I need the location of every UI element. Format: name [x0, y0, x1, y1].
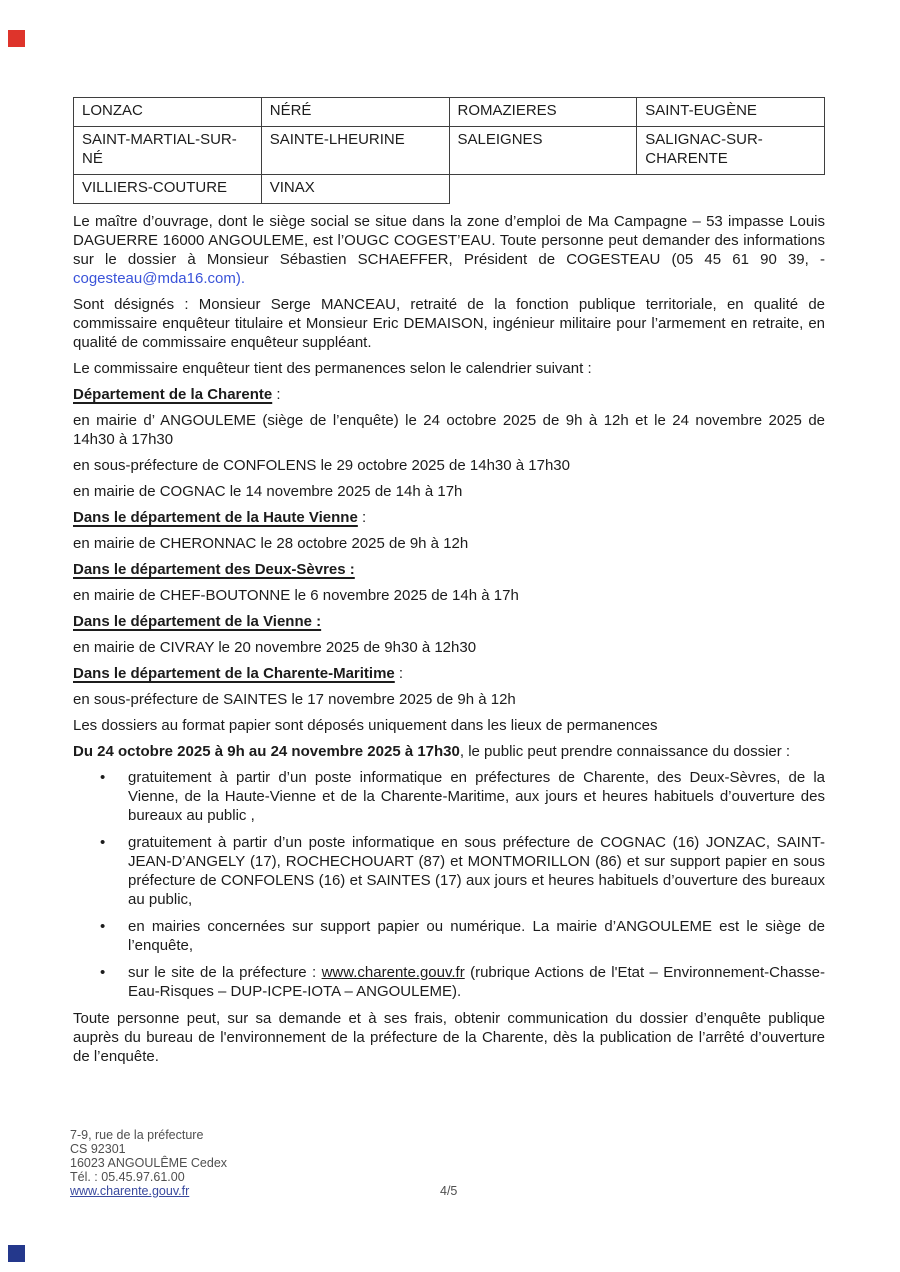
- table-cell: VINAX: [261, 175, 449, 204]
- permanence-entry: en mairie de CHERONNAC le 28 octobre 2025 de 9h à 12h: [73, 535, 469, 552]
- footer-address-line: 16023 ANGOULÊME Cedex: [70, 1156, 228, 1170]
- table-cell: SALIGNAC-SUR-CHARENTE: [637, 127, 825, 175]
- bullet-icon: •: [100, 834, 106, 851]
- heading-text: Dans le département de la Haute Vienne: [73, 509, 358, 526]
- table-row: [74, 98, 825, 127]
- bullet-text: [128, 963, 825, 1001]
- table-cell: VILLIERS-COUTURE: [74, 175, 262, 204]
- consultation-dates: Du 24 octobre 2025 à 9h au 24 novembre 2025 à 17h30: [73, 743, 460, 760]
- table-row: [74, 175, 825, 204]
- document-body: [73, 97, 825, 1073]
- bullet-item: [100, 768, 825, 825]
- heading-departement-charente: [73, 385, 825, 404]
- permanence-entry: en sous-préfecture de SAINTES le 17 novembre 2025 de 9h à 12h: [73, 691, 516, 708]
- prefecture-site-post: (rubrique Actions de l'Etat – Environnement-Chasse-Eau-Risques – DUP-ICPE-IOTA – ANGOULEME).: [128, 964, 826, 1000]
- prefecture-site-link[interactable]: www.charente.gouv.fr: [321, 964, 465, 981]
- consultation-rest: , le public peut prendre connaissance du dossier :: [459, 743, 791, 760]
- bullet-item: [100, 833, 825, 909]
- page-footer: [70, 1128, 830, 1198]
- table-cell: SAINT-MARTIAL-SUR-NÉ: [74, 127, 262, 175]
- table-cell: SALEIGNES: [449, 127, 637, 175]
- bullet-item: [100, 963, 825, 1001]
- heading-text: Dans le département des Deux-Sèvres :: [73, 561, 355, 578]
- footer-address-line: 7-9, rue de la préfecture: [70, 1128, 204, 1142]
- footer-address-line: CS 92301: [70, 1142, 126, 1156]
- permanence-entry: en mairie d’ ANGOULEME (siège de l’enquête) le 24 octobre 2025 de 9h à 12h et le 24 novembre 2025 de 14h30 à 17h30: [73, 412, 825, 448]
- permanence-entry: en mairie de CHEF-BOUTONNE le 6 novembre 2025 de 14h à 17h: [73, 587, 519, 604]
- table-cell: SAINT-EUGÈNE: [637, 98, 825, 127]
- red-corner-marker: [8, 30, 25, 47]
- maitre-ouvrage-text: Le maître d’ouvrage, dont le siège social se situe dans la zone d’emploi de Ma Campagne – 53 impasse Louis DAGUERRE 16000 ANGOULEME, est l’OUGC COGEST’EAU. Toute personne peut demander des informations sur le dossier à Monsieur Sébastien SCHAEFFER, Président de COGESTEAU (05 45 61 90 39, -: [73, 213, 825, 268]
- heading-colon: :: [272, 386, 281, 403]
- heading-haute-vienne: [73, 508, 825, 527]
- table-cell-empty: [449, 175, 637, 204]
- bullet-item: [100, 917, 825, 955]
- communes-table: [73, 97, 825, 204]
- blue-corner-marker: [8, 1245, 25, 1262]
- paragraph-consultation: [73, 742, 825, 761]
- permanence-entry: en mairie de CIVRAY le 20 novembre 2025 de 9h30 à 12h30: [73, 639, 477, 656]
- heading-text: Département de la Charente: [73, 386, 273, 403]
- table-cell-empty: [637, 175, 825, 204]
- heading-charente-maritime: [73, 664, 825, 683]
- page-number: 4/5: [440, 1184, 458, 1198]
- table-row: [74, 127, 825, 175]
- permanence-entry: en sous-préfecture de CONFOLENS le 29 octobre 2025 de 14h30 à 17h30: [73, 457, 570, 474]
- heading-colon: :: [357, 509, 367, 526]
- permanence-entry: en mairie de COGNAC le 14 novembre 2025 de 14h à 17h: [73, 483, 463, 500]
- table-cell: ROMAZIERES: [449, 98, 637, 127]
- bullet-icon: •: [100, 964, 106, 981]
- heading-deux-sevres: [73, 560, 825, 579]
- table-cell: NÉRÉ: [261, 98, 449, 127]
- heading-text: Dans le département de la Vienne :: [73, 613, 322, 630]
- paragraph-closing: Toute personne peut, sur sa demande et à ses frais, obtenir communication du dossier d’enquête publique auprès du bureau de l'environnement de la préfecture de la Charente, dès la publication de l’arrêté d’ouverture de l’enquête.: [73, 1010, 825, 1065]
- paragraph-maitre-ouvrage: [73, 212, 825, 288]
- bullet-text: gratuitement à partir d’un poste informatique en sous préfecture de COGNAC (16) JONZAC, SAINT-JEAN-D’ANGELY (17), ROCHECHOUART (87) et MONTMORILLON (86) et sur support papier en sous préfecture de CONFOLENS (16) et SAINTES (17) aux jours et heures habituels d’ouverture des bureaux au public,: [128, 834, 825, 908]
- footer-website-link[interactable]: www.charente.gouv.fr: [70, 1184, 190, 1198]
- table-cell: LONZAC: [74, 98, 262, 127]
- bullet-text: gratuitement à partir d’un poste informatique en préfectures de Charente, des Deux-Sèvres, de la Vienne, de la Haute-Vienne et de la Charente-Maritime, aux jours et heures habituels d’ouverture des bureaux au public ,: [128, 769, 825, 824]
- bullet-icon: •: [100, 918, 106, 935]
- table-cell: SAINTE-LHEURINE: [261, 127, 449, 175]
- heading-colon: :: [394, 665, 404, 682]
- bullet-text: en mairies concernées sur support papier ou numérique. La mairie d’ANGOULEME est le siège de l’enquête,: [128, 918, 825, 954]
- paragraph-designes: Sont désignés : Monsieur Serge MANCEAU, retraité de la fonction publique territoriale, en qualité de commissaire enquêteur titulaire et Monsieur Eric DEMAISON, ingénieur militaire pour l’armement en retraite, en qualité de commissaire enquêteur suppléant.: [73, 296, 825, 351]
- footer-phone: Tél. : 05.45.97.61.00: [70, 1170, 185, 1184]
- heading-text: Dans le département de la Charente-Maritime: [73, 665, 395, 682]
- consultation-bullet-list: [73, 768, 825, 1001]
- prefecture-site-pre: sur le site de la préfecture :: [128, 964, 322, 981]
- paragraph-dossiers-note: Les dossiers au format papier sont déposés uniquement dans les lieux de permanences: [73, 717, 658, 734]
- paragraph-calendrier: Le commissaire enquêteur tient des permanences selon le calendrier suivant :: [73, 360, 592, 377]
- heading-vienne: [73, 612, 825, 631]
- email-link[interactable]: cogesteau@mda16.com).: [73, 270, 245, 287]
- bullet-icon: •: [100, 769, 106, 786]
